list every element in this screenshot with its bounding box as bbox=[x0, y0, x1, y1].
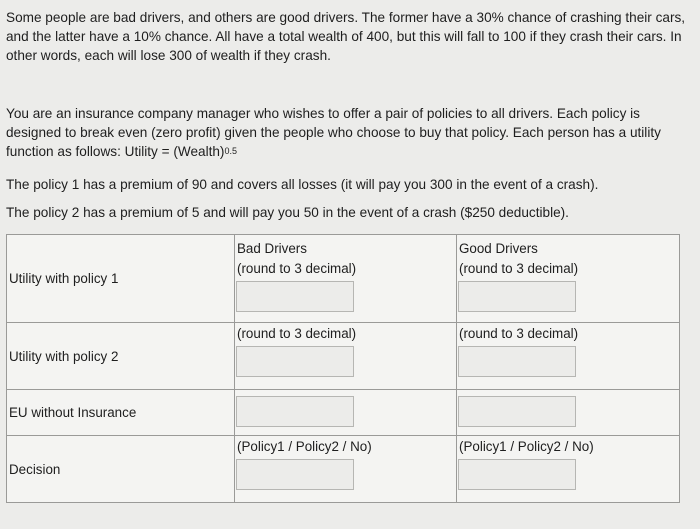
input-hint: (round to 3 decimal) bbox=[237, 261, 357, 276]
input-hint: (Policy1 / Policy2 / No) bbox=[237, 439, 372, 454]
answer-input-good-decision[interactable] bbox=[458, 459, 576, 490]
table-row bbox=[7, 436, 680, 503]
cell-good-utility-policy-1 bbox=[457, 235, 680, 323]
problem-paragraph-2 bbox=[6, 104, 686, 163]
answer-input-bad-decision[interactable] bbox=[236, 459, 354, 490]
input-hint: (round to 3 decimal) bbox=[237, 326, 357, 341]
cell-good-utility-policy-2 bbox=[457, 323, 680, 390]
column-header-good-drivers: Good Drivers bbox=[459, 241, 538, 256]
row-label-utility-policy-2 bbox=[7, 323, 235, 390]
row-label-utility-policy-1 bbox=[7, 235, 235, 323]
policy-2-description: The policy 2 has a premium of 5 and will pay you 50 in the event of a crash ($250 deductible). bbox=[6, 205, 569, 220]
row-label-eu-no-insurance bbox=[7, 390, 235, 436]
column-header-bad-drivers: Bad Drivers bbox=[237, 241, 307, 256]
answer-input-good-policy-2[interactable] bbox=[458, 346, 576, 377]
row-label-text: Decision bbox=[9, 461, 61, 477]
answer-table bbox=[6, 234, 680, 503]
cell-good-decision bbox=[457, 436, 680, 503]
row-label-text: Utility with policy 1 bbox=[9, 271, 119, 286]
answer-input-bad-policy-1[interactable] bbox=[236, 281, 354, 312]
table-row bbox=[7, 390, 680, 436]
problem-paragraph-1: Some people are bad drivers, and others are good drivers. The former have a 30% chance of crashing their cars, and the latter have a 10% chance. All have a total wealth of 400, but this will fall to 100 if they crash their cars. In other words, each will lose 300 of wealth if they crash. bbox=[6, 10, 686, 63]
row-label-text: EU without Insurance bbox=[9, 405, 137, 420]
exponent: 0.5 bbox=[224, 146, 237, 156]
cell-bad-utility-policy-1 bbox=[235, 235, 457, 323]
input-hint: (round to 3 decimal) bbox=[459, 326, 579, 341]
answer-input-good-policy-1[interactable] bbox=[458, 281, 576, 312]
cell-bad-decision bbox=[235, 436, 457, 503]
answer-input-bad-eu[interactable] bbox=[236, 396, 354, 427]
cell-good-eu-no-insurance bbox=[457, 390, 680, 436]
input-hint: (Policy1 / Policy2 / No) bbox=[459, 439, 594, 454]
table-row bbox=[7, 235, 680, 323]
answer-input-good-eu[interactable] bbox=[458, 396, 576, 427]
table-row bbox=[7, 323, 680, 390]
utility-function-text: You are an insurance company manager who wishes to offer a pair of policies to all drivers. Each policy is designed to break even (zero profit) given the people who choose to buy that policy. Each person has a utility function as follows: Utility = (Wealth) bbox=[6, 106, 661, 159]
cell-bad-utility-policy-2 bbox=[235, 323, 457, 390]
row-label-decision bbox=[7, 436, 235, 503]
cell-bad-eu-no-insurance bbox=[235, 390, 457, 436]
answer-input-bad-policy-2[interactable] bbox=[236, 346, 354, 377]
row-label-text: Utility with policy 2 bbox=[9, 348, 119, 364]
input-hint: (round to 3 decimal) bbox=[459, 261, 579, 276]
policy-1-description: The policy 1 has a premium of 90 and covers all losses (it will pay you 300 in the event of a crash). bbox=[6, 177, 599, 192]
